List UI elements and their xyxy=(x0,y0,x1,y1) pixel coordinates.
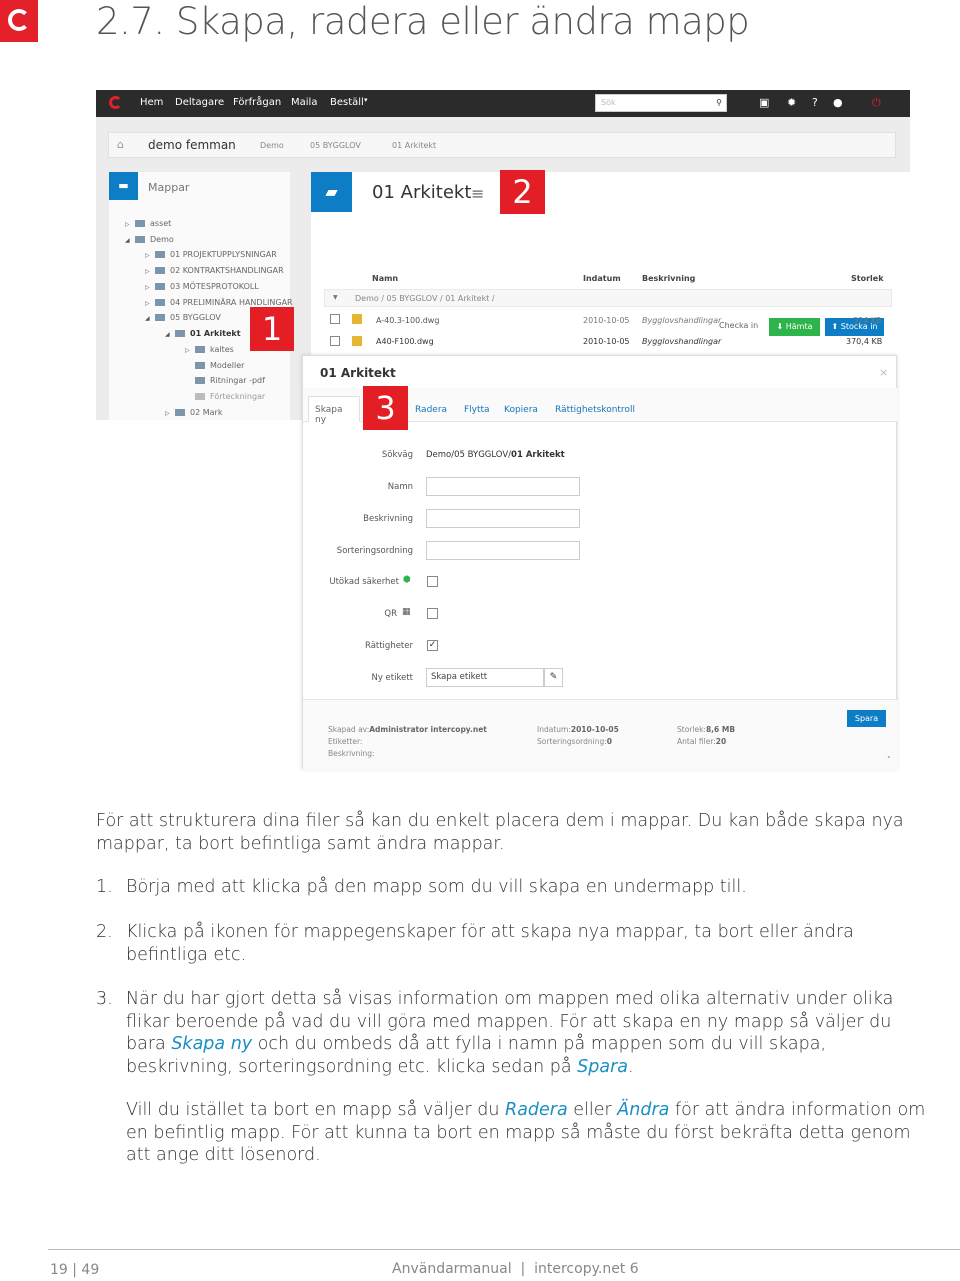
breadcrumb-item[interactable]: 05 BYGGLOV xyxy=(310,141,361,150)
order-chevron-icon: ▾ xyxy=(364,96,368,104)
folder-icon: ▬ xyxy=(109,172,138,200)
description-info: Beskrivning: xyxy=(328,749,375,758)
file-name[interactable]: A-40.3-100.dwg xyxy=(376,316,440,325)
path-value: Demo/05 BYGGLOV/01 Arkitekt xyxy=(426,450,565,460)
shield-icon: ⬢ xyxy=(403,575,411,585)
brand-logo xyxy=(0,0,38,42)
tree-item[interactable]: Modeller xyxy=(195,361,244,370)
app-logo-icon xyxy=(109,96,122,109)
list-item-3: När du har gjort detta så visas information om mappen med olika alternativ under olika flikar beroende på vad du vill göra med mappen. För att skapa en ny mapp så väljer du bara Skapa ny och du ombeds då att fylla i namn på mappen som du vill skapa, beskrivning, sorteringsordning etc. klicka sedan på Spara. xyxy=(126,989,894,1077)
new-tag-input[interactable]: Skapa etikett xyxy=(426,668,544,687)
close-icon[interactable]: × xyxy=(879,366,889,379)
list-item-3-continued: Vill du istället ta bort en mapp så väljer du Radera eller Ändra för att ändra information om en befintlig mapp. För att kunna ta bort en mapp så måste du först bekräfta detta genom att ange ditt lösenord. xyxy=(126,1100,926,1165)
path-text: Demo / 05 BYGGLOV / 01 Arkitekt / xyxy=(355,294,495,303)
description-label: Beskrivning xyxy=(363,514,413,524)
file-size: 370,4 KB xyxy=(846,337,883,346)
folder-panel xyxy=(109,172,293,420)
tree-item[interactable]: ▷ 01 PROJEKTUPPLYSNINGAR xyxy=(145,250,277,259)
file-name[interactable]: A40-F100.dwg xyxy=(376,337,434,346)
breadcrumb-item[interactable]: Demo xyxy=(260,141,284,150)
marker-1: 1 xyxy=(250,307,294,351)
page-number: 19 | 49 xyxy=(50,1262,100,1278)
sort-info: Sorteringsordning:0 xyxy=(537,737,612,746)
row-checkbox[interactable] xyxy=(330,336,340,346)
tree-item[interactable]: Förteckningar xyxy=(195,392,265,401)
file-desc: Bygglovshandlingar xyxy=(642,316,722,325)
tab-create-new[interactable]: Skapa ny xyxy=(308,396,360,422)
tree-item[interactable]: ▷ kaltes xyxy=(185,345,234,354)
collapse-icon[interactable]: ˄ xyxy=(887,756,891,764)
tree-item[interactable]: ▷ 02 Mark xyxy=(165,408,223,417)
file-date: 2010-10-05 xyxy=(583,337,630,346)
col-name[interactable]: Namn xyxy=(372,274,399,283)
qr-checkbox[interactable] xyxy=(427,608,438,619)
date-info: Indatum:2010-10-05 xyxy=(537,725,619,734)
checkin-label: Checka in xyxy=(719,321,759,330)
tab-move[interactable]: Flytta xyxy=(464,405,490,415)
dialog-title: 01 Arkitekt xyxy=(320,366,396,380)
row-checkbox[interactable] xyxy=(330,314,340,324)
tab-delete[interactable]: Radera xyxy=(415,405,448,415)
nav-participants[interactable]: Deltagare xyxy=(175,97,225,108)
link-create-new: Skapa ny xyxy=(171,1034,253,1054)
open-folder-icon: ▰ xyxy=(311,172,352,212)
nav-home[interactable]: Hem xyxy=(140,97,164,108)
name-label: Namn xyxy=(387,482,413,492)
document-name: Användarmanual | intercopy.net 6 xyxy=(392,1261,639,1277)
created-by: Skapad av:Administrator intercopy.net xyxy=(328,725,487,734)
path-label: Sökväg xyxy=(381,450,413,460)
tab-rights-control[interactable]: Rättighetskontroll xyxy=(555,405,635,415)
sort-order-input[interactable] xyxy=(426,541,580,560)
size-info: Storlek:8,6 MB xyxy=(677,725,736,734)
rights-label: Rättigheter xyxy=(364,641,413,651)
save-button[interactable]: Spara xyxy=(847,710,886,727)
tree-item-selected[interactable]: ◢ 01 Arkitekt xyxy=(165,329,241,338)
tree-item[interactable]: Ritningar -pdf xyxy=(195,376,265,385)
checkout-button[interactable]: ⬆ Stocka in xyxy=(825,318,884,336)
list-number-3: 3. xyxy=(96,989,113,1009)
power-icon[interactable]: ⏻ xyxy=(872,96,881,109)
tree-item[interactable]: ▷ 03 MÖTESPROTOKOLL xyxy=(145,282,259,291)
project-name[interactable]: demo femman xyxy=(148,138,236,152)
fetch-button[interactable]: ⬇ Hämta xyxy=(769,318,820,336)
extended-security-checkbox[interactable] xyxy=(427,576,438,587)
tags-info: Etiketter: xyxy=(328,737,363,746)
rights-checkbox[interactable]: ✓ xyxy=(428,640,437,650)
message-icon[interactable]: ▣ xyxy=(759,96,770,109)
col-desc[interactable]: Beskrivning xyxy=(642,274,696,283)
file-size: 324 KB xyxy=(853,316,882,325)
link-save: Spara xyxy=(577,1056,629,1077)
nav-mail[interactable]: Maila xyxy=(291,97,318,108)
qr-code-icon: ▦ xyxy=(402,607,411,617)
search-icon[interactable]: ⚲ xyxy=(712,96,726,110)
sort-order-label: Sorteringsordning xyxy=(336,546,413,556)
tree-item[interactable]: ▷ 02 KONTRAKTSHANDLINGAR xyxy=(145,266,284,275)
intro-paragraph: För att strukturera dina filer så kan du enkelt placera dem i mappar. Du kan både skapa nya mappar, ta bort befintliga samt ändra mappar. xyxy=(96,811,904,854)
nav-order[interactable]: Beställ xyxy=(330,97,364,108)
top-navbar xyxy=(96,90,910,117)
extended-security-label: Utökad säkerhet xyxy=(329,577,399,587)
folder-properties-icon[interactable]: ≡ xyxy=(471,184,485,203)
new-tag-label: Ny etikett xyxy=(371,673,413,683)
tab-copy[interactable]: Kopiera xyxy=(504,405,538,415)
footer-divider xyxy=(48,1249,960,1250)
name-input[interactable] xyxy=(426,477,580,496)
tree-item[interactable]: ▷ asset xyxy=(125,219,172,228)
nav-request[interactable]: Förfrågan xyxy=(233,97,282,108)
pencil-icon[interactable]: ✎ xyxy=(544,668,563,687)
file-date: 2010-10-05 xyxy=(583,316,630,325)
tree-item[interactable]: ◢ 05 BYGGLOV xyxy=(145,313,221,322)
list-item-1: Börja med att klicka på den mapp som du vill skapa en undermapp till. xyxy=(126,877,747,897)
folder-panel-title: Mappar xyxy=(148,181,190,194)
breadcrumb xyxy=(108,132,896,158)
files-count-info: Antal filer:20 xyxy=(677,737,727,746)
user-icon[interactable]: ● xyxy=(833,96,843,109)
folder-title: 01 Arkitekt xyxy=(372,182,472,203)
list-number-2: 2. xyxy=(96,922,113,942)
list-number-1: 1. xyxy=(96,877,113,897)
dwg-file-icon xyxy=(352,314,362,324)
qr-label: QR xyxy=(384,609,397,619)
marker-2: 2 xyxy=(500,170,545,214)
link-change: Ändra xyxy=(617,1100,670,1120)
tree-item[interactable]: ▷ 04 PRELIMINÄRA HANDLINGAR xyxy=(145,298,293,307)
file-desc: Bygglovshandlingar xyxy=(642,337,722,346)
col-size[interactable]: Storlek xyxy=(851,274,884,283)
marker-3: 3 xyxy=(363,386,408,430)
col-date[interactable]: Indatum xyxy=(583,274,621,283)
search-input[interactable]: Sök xyxy=(595,94,727,112)
list-item-2: Klicka på ikonen för mappegenskaper för att skapa nya mappar, ta bort eller ändra befintliga etc. xyxy=(126,922,854,965)
dialog-footer xyxy=(303,699,898,770)
tree-item[interactable]: ◢ Demo xyxy=(125,235,174,244)
gear-icon[interactable]: ✹ xyxy=(787,96,797,109)
path-bar xyxy=(324,289,892,307)
help-icon[interactable]: ? xyxy=(812,96,818,109)
page-title: 2.7. Skapa, radera eller ändra mapp xyxy=(96,0,750,43)
path-chevron-icon: ▼ xyxy=(333,294,338,301)
home-icon[interactable]: ⌂ xyxy=(117,138,124,151)
link-delete: Radera xyxy=(505,1100,568,1120)
dwg-file-icon xyxy=(352,336,362,346)
description-input[interactable] xyxy=(426,509,580,528)
breadcrumb-item[interactable]: 01 Arkitekt xyxy=(392,141,437,150)
